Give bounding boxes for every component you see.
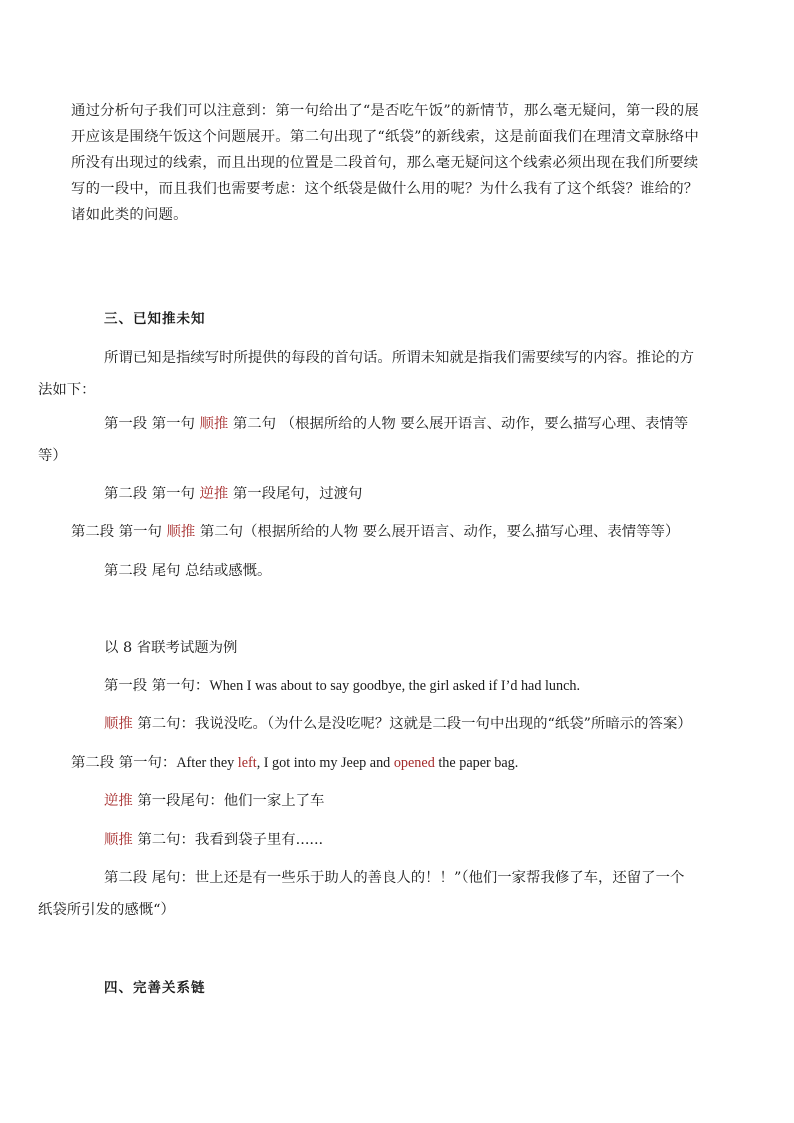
- section-3-desc-line2: 法如下：: [38, 382, 96, 398]
- section-3-desc-line1: 所谓已知是指续写时所提供的每段的首句话。所谓未知就是指我们需要续写的内容。推论的方: [104, 350, 695, 366]
- section-3-heading: 三、已知推未知: [104, 311, 206, 327]
- intro-line: 写的一段中，而且我们也需要考虑：这个纸袋是做什么用的呢？为什么我有了这个纸袋？谁给的？: [71, 181, 699, 197]
- rule-1-keyword: 顺推: [199, 416, 229, 432]
- example-2-keyword: 顺推: [104, 716, 133, 732]
- example-3-text-c: the paper bag.: [434, 755, 519, 771]
- example-line-6: [38, 862, 725, 926]
- example-3-text-b: , I got into my Jeep and: [256, 755, 394, 771]
- example-line-3: [71, 753, 518, 773]
- example-1-text: When I was about to say goodbye, the girl asked if I’d had lunch.: [209, 678, 581, 694]
- example-5-keyword: 顺推: [104, 832, 133, 848]
- example-line-4: [104, 791, 324, 811]
- example-4-keyword: 逆推: [104, 793, 133, 809]
- rule-1-suffix: 第二句 （根据所给的人物 要么展开语言、动作，要么描写心理、表情等: [228, 416, 689, 432]
- rule-3-keyword: 顺推: [166, 524, 196, 540]
- rule-3-suffix: 第二句（根据所给的人物 要么展开语言、动作，要么描写心理、表情等等）: [195, 524, 680, 540]
- rule-1-suffix-continued: 等）: [38, 448, 67, 464]
- rule-2-prefix: 第二段 第一句: [104, 486, 200, 502]
- intro-line: 通过分析句子我们可以注意到：第一句给出了“是否吃午饭”的新情节，那么毫无疑问，第一段的展: [71, 103, 699, 119]
- example-3-red-left: left: [237, 755, 257, 771]
- example-title: 以 8 省联考试题为例: [104, 640, 238, 656]
- example-6-line1: 第二段 尾句：世上还是有一些乐于助人的善良人的！！”（他们一家帮我修了车，还留了一个: [104, 870, 685, 886]
- intro-line: 开应该是围绕午饭这个问题展开。第二句出现了“纸袋”的新线索，这是前面我们在理清文章脉络中: [71, 129, 699, 145]
- section-3-description: [38, 342, 725, 406]
- example-line-1: [104, 676, 580, 696]
- example-1-label: 第一段 第一句：: [104, 678, 210, 694]
- example-line-2: [104, 714, 692, 734]
- rule-3: [71, 522, 679, 542]
- rule-1-prefix: 第一段 第一句: [104, 416, 200, 432]
- example-line-5: [104, 830, 323, 850]
- rule-2-suffix: 第一段尾句，过渡句: [228, 486, 363, 502]
- rule-2: [104, 484, 362, 504]
- section-4-heading: 四、完善关系链: [104, 980, 206, 996]
- example-3-label: 第二段 第一句：: [71, 755, 177, 771]
- rule-3-prefix: 第二段 第一句: [71, 524, 167, 540]
- rule-2-keyword: 逆推: [199, 486, 229, 502]
- example-3-red-opened: opened: [393, 755, 435, 771]
- example-2-text: 第二句：我说没吃。（为什么是没吃呢？这就是二段一句中出现的“纸袋”所暗示的答案）: [132, 716, 692, 732]
- intro-paragraph: [71, 98, 725, 228]
- example-3-text-a: After they: [176, 755, 238, 771]
- intro-line: 所没有出现过的线索，而且出现的位置是二段首句，那么毫无疑问这个线索必须出现在我们所要续: [71, 155, 699, 171]
- example-6-line2: 纸袋所引发的感慨“）: [38, 902, 175, 918]
- example-5-text: 第二句：我看到袋子里有......: [132, 832, 324, 848]
- example-4-text: 第一段尾句：他们一家上了车: [132, 793, 325, 809]
- rule-4: 第二段 尾句 总结或感慨。: [104, 563, 272, 579]
- rule-1: [38, 408, 725, 472]
- intro-line: 诸如此类的问题。: [71, 207, 188, 223]
